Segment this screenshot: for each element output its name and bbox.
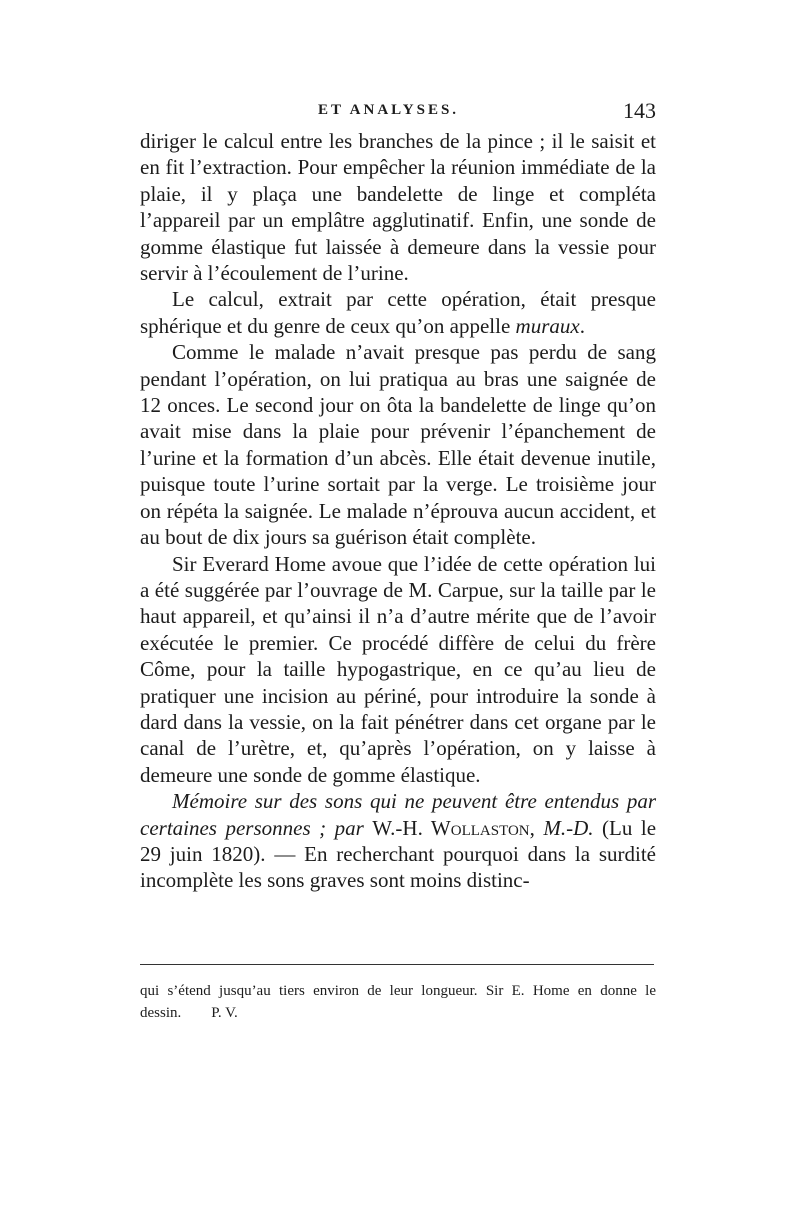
running-header: [140, 98, 656, 126]
paragraph-1: diriger le calcul entre les branches de la pince ; il le saisit et en fit l’extraction. Pour empêcher la réunion immédiate de la plaie, il y plaça une bandelette de linge et compléta l’appareil par un emplâtre agglutinatif. Enfin, une sonde de gomme élastique fut laissée à demeure dans la vessie pour servir à l’écoulement de l’urine.: [140, 129, 656, 286]
paragraph-3: Comme le malade n’avait presque pas perdu de sang pendant l’opération, on lui pratiqua au bras une saignée de 12 onces. Le second jour on ôta la bandelette de linge qu’on avait mise dans la plaie pour prévenir l’épanchement de l’urine et la formation d’un abcès. Elle était devenue inutile, puisque toute l’urine sortait par la verge. Le troisième jour on répéta la saignée. Le malade n’éprouva aucun accident, et au bout de dix jours sa guérison était complète.: [140, 340, 656, 550]
paragraph-2-end: .: [579, 313, 585, 338]
page-number: 143: [623, 98, 656, 123]
memoir-rest: (Lu le 29 juin 1820). — En recherchant pourquoi dans la surdité incomplète les sons graves sont moins distinc-: [140, 815, 657, 893]
memoir-title: Mémoire sur des sons qui ne peuvent être entendus par certaines personnes ; par: [140, 789, 656, 840]
footnote-text: qui s’étend jusqu’au tiers environ de leur longueur. Sir E. Home en donne le dessin.: [140, 983, 656, 1021]
memoir-author: W.-H. Wollaston: [372, 815, 530, 840]
footnote: [140, 980, 656, 1024]
footnote-rule: [140, 964, 654, 965]
paragraph-2: [140, 286, 656, 339]
memoir-degree: M.-D.: [543, 815, 594, 840]
main-text: [140, 128, 656, 894]
paragraph-5: Mémoire sur des sons qui ne peuvent être entendus par certaines personnes ; par W.-H. Wollaston, M.-D. (Lu le 29 juin 1820). — En recherchant pourquoi dans la surdité incomplète les sons graves sont moins distinc-: [140, 789, 657, 893]
paragraph-4: Sir Everard Home avoue que l’idée de cette opération lui a été suggérée par l’ouvrage de M. Carpue, sur la taille par le haut appareil, et qu’ainsi il n’a d’autre mérite que de l’avoir exécutée le premier. Ce procédé diffère de celui du frère Côme, pour la taille hypogastrique, en ce qu’au lieu de pratiquer une incision au périné, pour introduire la sonde à dard dans la vessie, on la fait pénétrer dans cet organe par le canal de l’urètre, et, qu’après l’opération, on y laisse à demeure une sonde de gomme élastique.: [140, 551, 656, 787]
running-title: ET ANALYSES.: [318, 102, 460, 118]
footnote-signature: P. V.: [211, 1005, 238, 1021]
paragraph-2-text: Le calcul, extrait par cette opération, était presque sphérique et du genre de ceux qu’on appelle: [140, 287, 656, 338]
paragraph-2-italic: muraux: [515, 313, 580, 338]
